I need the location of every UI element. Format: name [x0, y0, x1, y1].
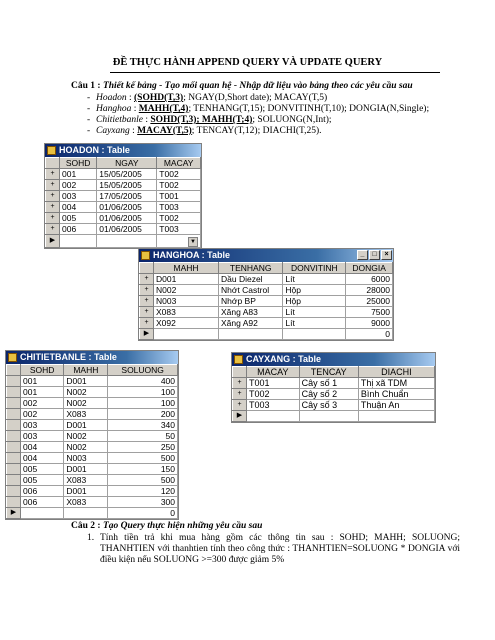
cell[interactable]: N002 — [64, 387, 108, 398]
row-selector-header[interactable] — [140, 263, 154, 274]
cell[interactable]: 340 — [108, 420, 178, 431]
schema-name: Chitietbanle — [96, 115, 143, 125]
cell[interactable]: 002 — [21, 409, 64, 420]
cell[interactable]: Lít — [283, 274, 346, 285]
cell[interactable]: Cây số 2 — [299, 389, 358, 400]
column-header[interactable]: DONVITINH — [283, 263, 346, 274]
row-selector[interactable] — [7, 464, 21, 475]
table-row[interactable] — [7, 376, 178, 387]
cell[interactable]: 0 — [108, 508, 178, 519]
question-2-text: Tạo Query thực hiện những yêu cầu sau — [102, 521, 263, 531]
row-selector[interactable] — [7, 387, 21, 398]
cell[interactable] — [219, 329, 283, 340]
combo-cell[interactable] — [157, 235, 201, 248]
expand-icon[interactable]: + — [46, 202, 60, 213]
new-record-row[interactable] — [46, 235, 201, 248]
cell[interactable] — [358, 411, 434, 422]
table-icon — [8, 353, 17, 362]
cell[interactable]: X083 — [64, 497, 108, 508]
row-selector[interactable] — [7, 475, 21, 486]
column-header[interactable]: DONGIA — [346, 263, 393, 274]
question-1-label: Câu 1 : — [71, 81, 101, 91]
column-header[interactable]: TENHANG — [219, 263, 283, 274]
cell[interactable]: 005 — [60, 213, 97, 224]
cell[interactable]: 001 — [21, 376, 64, 387]
question-2 — [71, 521, 262, 531]
cell[interactable]: 005 — [21, 464, 64, 475]
cell[interactable]: 400 — [108, 376, 178, 387]
minimize-button[interactable]: _ — [357, 250, 368, 260]
cell[interactable]: Thuận An — [358, 400, 434, 411]
column-header[interactable]: DIACHI — [358, 367, 434, 378]
expand-icon[interactable]: + — [140, 285, 154, 296]
cell[interactable]: T003 — [247, 400, 300, 411]
hanghoa-datasheet[interactable] — [139, 262, 393, 340]
column-header[interactable]: MACAY — [157, 158, 201, 169]
column-header[interactable]: MACAY — [247, 367, 300, 378]
cell[interactable]: D001 — [154, 274, 219, 285]
schema-name: Hoadon — [96, 93, 127, 103]
schema-sep: : — [126, 93, 135, 103]
schema-sep: : — [129, 126, 138, 136]
cell[interactable]: D001 — [64, 376, 108, 387]
cell[interactable]: 01/06/2005 — [97, 224, 157, 235]
cell[interactable]: N002 — [64, 431, 108, 442]
cell[interactable]: T003 — [157, 202, 201, 213]
cell[interactable]: T002 — [157, 169, 201, 180]
row-selector-header[interactable] — [46, 158, 60, 169]
cell[interactable]: N002 — [64, 398, 108, 409]
new-record-row[interactable] — [7, 508, 178, 519]
expand-icon[interactable]: + — [140, 274, 154, 285]
cell[interactable] — [97, 235, 157, 248]
question-2-label: Câu 2 : — [71, 521, 101, 531]
column-header[interactable]: SOLUONG — [108, 365, 178, 376]
cell[interactable]: Xăng A83 — [219, 307, 283, 318]
cell[interactable]: 006 — [60, 224, 97, 235]
row-selector[interactable] — [7, 486, 21, 497]
table-row[interactable] — [233, 389, 435, 400]
cell[interactable]: 100 — [108, 387, 178, 398]
cell[interactable]: 004 — [21, 453, 64, 464]
cell[interactable]: X092 — [154, 318, 219, 329]
schema-keys: SOHD(T,3); MAHH(T;4) — [150, 115, 253, 125]
table-row[interactable] — [46, 224, 201, 235]
cell[interactable]: 003 — [21, 431, 64, 442]
cell[interactable]: 001 — [60, 169, 97, 180]
maximize-button[interactable]: □ — [369, 250, 380, 260]
cell[interactable]: 0 — [346, 329, 393, 340]
row-selector[interactable] — [7, 376, 21, 387]
cell[interactable]: 28000 — [346, 285, 393, 296]
cell[interactable]: 004 — [21, 442, 64, 453]
cell[interactable]: 01/06/2005 — [97, 202, 157, 213]
expand-icon[interactable]: + — [46, 180, 60, 191]
cell[interactable]: 006 — [21, 497, 64, 508]
row-selector[interactable] — [7, 398, 21, 409]
expand-icon[interactable]: + — [140, 318, 154, 329]
schema-keys: (SOHD(T,3) — [134, 93, 184, 103]
table-icon — [234, 355, 243, 364]
schema-line-chitietbanle: - Chitietbanle : SOHD(T,3); MAHH(T;4); SOLUONG(N,Int); — [87, 115, 332, 125]
schema-rest: ; TENHANG(T,15); DONVITINH(T,10); DONGIA(N,Single); — [188, 104, 430, 114]
cell[interactable]: 17/05/2005 — [97, 191, 157, 202]
cell[interactable]: X083 — [154, 307, 219, 318]
schema-name: Cayxang — [96, 126, 130, 136]
window-title: CAYXANG : Table — [246, 354, 322, 364]
table-row[interactable] — [46, 202, 201, 213]
cell[interactable]: N003 — [154, 296, 219, 307]
cell[interactable]: Lít — [283, 307, 346, 318]
question-1 — [71, 81, 413, 92]
table-row[interactable] — [140, 285, 393, 296]
cayxang-titlebar[interactable] — [232, 353, 435, 366]
expand-icon[interactable]: + — [233, 400, 247, 411]
cell[interactable]: 003 — [60, 191, 97, 202]
chitietbanle-titlebar[interactable] — [6, 351, 178, 364]
table-row[interactable] — [140, 296, 393, 307]
cell[interactable]: T002 — [157, 213, 201, 224]
table-row[interactable] — [7, 475, 178, 486]
cell[interactable]: 15/05/2005 — [97, 169, 157, 180]
table-icon — [47, 146, 56, 155]
cell[interactable]: 500 — [108, 475, 178, 486]
cell[interactable]: Thị xã TDM — [358, 378, 434, 389]
table-row[interactable] — [46, 169, 201, 180]
table-row[interactable] — [7, 497, 178, 508]
cell[interactable]: Dầu Diezel — [219, 274, 283, 285]
question-2-item-1 — [87, 533, 460, 566]
cell[interactable]: Bình Chuẩn — [358, 389, 434, 400]
hanghoa-table-window[interactable] — [138, 248, 394, 341]
header-row — [233, 367, 435, 378]
chitietbanle-datasheet[interactable] — [6, 364, 178, 519]
schema-name: Hanghoa — [96, 104, 132, 114]
header-row — [140, 263, 393, 274]
row-selector[interactable] — [7, 453, 21, 464]
cell[interactable]: 500 — [108, 453, 178, 464]
record-pointer-icon[interactable]: ▶ — [140, 329, 154, 340]
column-header[interactable]: NGAY — [97, 158, 157, 169]
close-button[interactable]: × — [381, 250, 392, 260]
cell[interactable]: X083 — [64, 475, 108, 486]
cell[interactable] — [299, 411, 358, 422]
cell[interactable]: 001 — [21, 387, 64, 398]
cell[interactable]: 002 — [60, 180, 97, 191]
cell[interactable]: T001 — [247, 378, 300, 389]
cell[interactable]: D001 — [64, 420, 108, 431]
cell[interactable]: 005 — [21, 475, 64, 486]
expand-icon[interactable]: + — [46, 169, 60, 180]
cell[interactable] — [21, 508, 64, 519]
hoadon-titlebar[interactable] — [45, 144, 201, 157]
window-title: CHITIETBANLE : Table — [20, 352, 117, 362]
row-selector[interactable] — [7, 442, 21, 453]
cell[interactable]: Hộp — [283, 285, 346, 296]
header-row — [46, 158, 201, 169]
cell[interactable]: T001 — [157, 191, 201, 202]
record-pointer-icon[interactable]: ▶ — [233, 411, 247, 422]
table-row[interactable] — [7, 387, 178, 398]
cell[interactable]: N003 — [64, 453, 108, 464]
schema-rest: ; SOLUONG(N,Int); — [252, 115, 332, 125]
cell[interactable]: 006 — [21, 486, 64, 497]
schema-sep: : — [131, 104, 139, 114]
column-header[interactable]: SOHD — [21, 365, 64, 376]
cell[interactable]: 004 — [60, 202, 97, 213]
cell[interactable]: 15/05/2005 — [97, 180, 157, 191]
cell[interactable]: Lít — [283, 318, 346, 329]
column-header[interactable]: MAHH — [64, 365, 108, 376]
cell[interactable]: X083 — [64, 409, 108, 420]
schema-keys: MAHH(T,4) — [138, 104, 189, 114]
schema-keys: MACAY(T,5) — [137, 126, 192, 136]
row-selector-header[interactable] — [7, 365, 21, 376]
row-selector-header[interactable] — [233, 367, 247, 378]
cell[interactable]: 6000 — [346, 274, 393, 285]
row-selector[interactable] — [7, 497, 21, 508]
table-row[interactable] — [46, 180, 201, 191]
cell[interactable]: N002 — [154, 285, 219, 296]
cell[interactable]: D001 — [64, 486, 108, 497]
expand-icon[interactable]: + — [233, 389, 247, 400]
table-row[interactable] — [140, 307, 393, 318]
cell[interactable]: 50 — [108, 431, 178, 442]
cell[interactable]: Nhớt Castrol — [219, 285, 283, 296]
expand-icon[interactable]: + — [140, 307, 154, 318]
expand-icon[interactable]: + — [233, 378, 247, 389]
hoadon-datasheet[interactable] — [45, 157, 201, 248]
expand-icon[interactable]: + — [46, 213, 60, 224]
item-text: Tính tiền trả khi mua hàng gồm các thông tin sau : SOHD; MAHH; SOLUONG; THANHTIEN với thanhtien tính theo công thức : THANHTIEN=SOLUONG * DONGIA với điều kiện nếu SOLUONG >=300 được giảm 5% — [100, 533, 460, 565]
schema-rest: ; NGAY(D,Short date); MACAY(T,5) — [183, 93, 328, 103]
cell[interactable]: 002 — [21, 398, 64, 409]
schema-line-cayxang: - Cayxang : MACAY(T,5); TENCAY(T,12); DIACHI(T,25). — [87, 126, 322, 136]
table-icon — [141, 251, 150, 260]
chitietbanle-table-window[interactable] — [5, 350, 179, 520]
record-pointer-icon[interactable]: ▶ — [46, 235, 60, 248]
page-title: ĐỀ THỰC HÀNH APPEND QUERY VÀ UPDATE QUERY — [112, 57, 383, 68]
cell[interactable]: Hộp — [283, 296, 346, 307]
column-header[interactable]: TENCAY — [299, 367, 358, 378]
question-1-text: Thiết kế bảng - Tạo mối quan hệ - Nhập dữ liệu vào bảng theo các yêu cầu sau — [102, 81, 413, 91]
cell[interactable]: 25000 — [346, 296, 393, 307]
table-row[interactable] — [7, 453, 178, 464]
table-row[interactable] — [7, 486, 178, 497]
table-row[interactable] — [46, 213, 201, 224]
cell[interactable]: 300 — [108, 497, 178, 508]
schema-rest: ; TENCAY(T,12); DIACHI(T,25). — [191, 126, 322, 136]
cell[interactable]: 01/06/2005 — [97, 213, 157, 224]
expand-icon[interactable]: + — [46, 191, 60, 202]
schema-line-hanghoa: - Hanghoa : MAHH(T,4); TENHANG(T,15); DONVITINH(T,10); DONGIA(N,Single); — [87, 104, 430, 114]
cayxang-table-window[interactable] — [231, 352, 436, 423]
schema-line-hoadon: - Hoadon : (SOHD(T,3); NGAY(D,Short date); MACAY(T,5) — [87, 93, 328, 103]
cell[interactable] — [247, 411, 300, 422]
window-title: HOADON : Table — [59, 145, 130, 155]
table-row[interactable] — [7, 398, 178, 409]
column-header[interactable]: SOHD — [60, 158, 97, 169]
row-selector[interactable] — [7, 409, 21, 420]
cell[interactable]: 250 — [108, 442, 178, 453]
window-title: HANGHOA : Table — [153, 250, 231, 260]
cell[interactable]: 9000 — [346, 318, 393, 329]
cell[interactable]: 100 — [108, 398, 178, 409]
table-row[interactable] — [7, 442, 178, 453]
table-row[interactable] — [140, 318, 393, 329]
cayxang-datasheet[interactable] — [232, 366, 435, 422]
cell[interactable] — [283, 329, 346, 340]
cell[interactable]: 150 — [108, 464, 178, 475]
cell[interactable] — [64, 508, 108, 519]
header-row — [7, 365, 178, 376]
cell[interactable]: Cây số 1 — [299, 378, 358, 389]
column-header[interactable]: MAHH — [154, 263, 219, 274]
new-record-row[interactable] — [140, 329, 393, 340]
table-row[interactable] — [7, 409, 178, 420]
table-row[interactable] — [7, 431, 178, 442]
cell[interactable] — [60, 235, 97, 248]
hanghoa-titlebar[interactable] — [139, 249, 393, 262]
expand-icon[interactable]: + — [46, 224, 60, 235]
cell[interactable]: D001 — [64, 464, 108, 475]
table-row[interactable] — [7, 420, 178, 431]
title-underline — [110, 72, 440, 73]
row-selector[interactable] — [7, 431, 21, 442]
cell[interactable]: 200 — [108, 409, 178, 420]
hoadon-table-window[interactable] — [44, 143, 202, 249]
cell[interactable]: Nhớp BP — [219, 296, 283, 307]
expand-icon[interactable]: + — [140, 296, 154, 307]
row-selector[interactable] — [7, 420, 21, 431]
item-number: 1. — [87, 533, 95, 543]
new-record-row[interactable] — [233, 411, 435, 422]
record-pointer-icon[interactable]: ▶ — [7, 508, 21, 519]
window-controls — [357, 250, 392, 260]
table-row[interactable] — [7, 464, 178, 475]
table-row[interactable] — [233, 400, 435, 411]
chevron-down-icon[interactable]: ▼ — [188, 237, 198, 247]
cell[interactable]: T003 — [157, 224, 201, 235]
cell[interactable]: T002 — [157, 180, 201, 191]
cell[interactable]: T002 — [247, 389, 300, 400]
table-row[interactable] — [46, 191, 201, 202]
table-row[interactable] — [233, 378, 435, 389]
cell[interactable]: 120 — [108, 486, 178, 497]
cell[interactable]: Cây số 3 — [299, 400, 358, 411]
cell[interactable] — [154, 329, 219, 340]
schema-sep: : — [142, 115, 151, 125]
cell[interactable]: 7500 — [346, 307, 393, 318]
table-row[interactable] — [140, 274, 393, 285]
cell[interactable]: N002 — [64, 442, 108, 453]
cell[interactable]: Xăng A92 — [219, 318, 283, 329]
cell[interactable]: 003 — [21, 420, 64, 431]
